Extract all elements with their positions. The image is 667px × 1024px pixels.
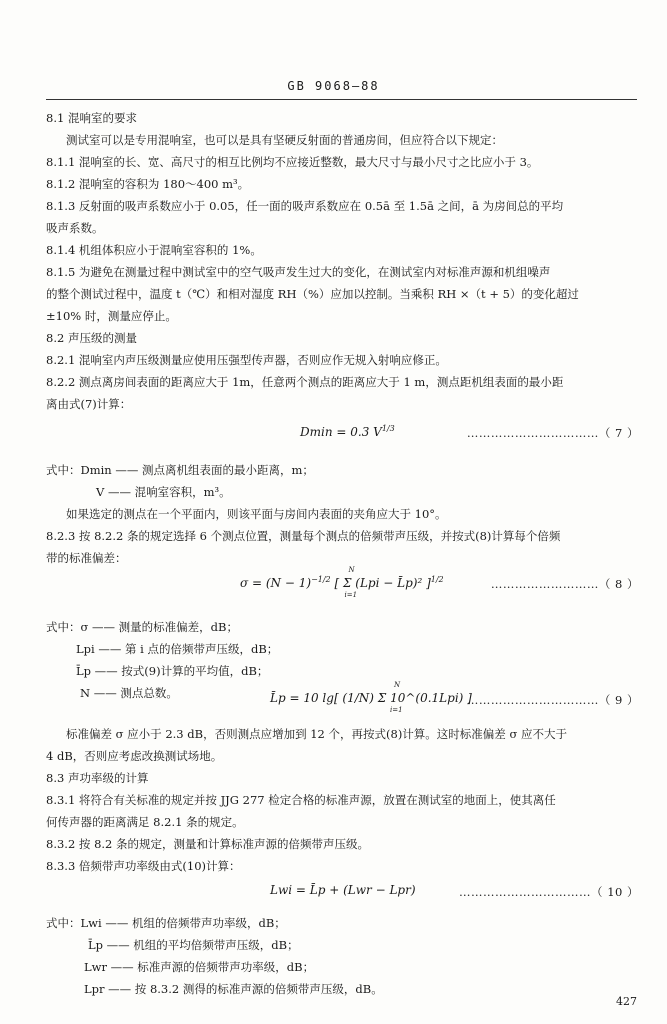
text-line-s8-1-2: 8.1.2 混响室的容积为 180～400 m³。	[46, 177, 250, 191]
eq8-exponent: −1/2	[311, 575, 331, 584]
text-line-w8-4: N —— 测点总数。	[80, 686, 178, 700]
text-line-s8-2-title: 8.2 声压级的测量	[46, 331, 137, 345]
eq9-limit-bottom: i=1	[390, 706, 403, 714]
text-line-w10-3: Lwr —— 标准声源的倍频带声功率级，dB；	[84, 960, 315, 974]
text-line-w7-1: 式中：Dmin —— 测点离机组表面的最小距离，m；	[46, 463, 314, 477]
equation-7-number: ……………………………（ 7 ）	[466, 426, 639, 440]
eq7-lhs: Dmin	[300, 425, 333, 439]
text-line-s8-3-title: 8.3 声功率级的计算	[46, 771, 149, 785]
text-line-w8-3: L̄p —— 按式(9)计算的平均值，dB；	[76, 664, 269, 678]
text-line-s8-2-2b: 离由式(7)计算：	[46, 397, 132, 411]
equation-8	[240, 566, 444, 599]
page-number: 427	[616, 995, 637, 1008]
equation-9	[270, 681, 472, 714]
eq10-text: Lwi = L̄p + (Lwr − Lpr)	[270, 883, 416, 897]
eq7-exponent: 1/3	[381, 424, 395, 433]
equation-10	[270, 884, 416, 896]
text-line-s8-2-3c: 标准偏差 σ 应小于 2.3 dB，否则测点应增加到 12 个，再按式(8)计算。这时标准偏差 σ 应不大于	[66, 727, 567, 741]
equation-9-number: ……………………………（ 9 ）	[466, 693, 639, 707]
text-line-s8-2-3b: 带的标准偏差：	[46, 551, 127, 565]
equation-8-number: ………………………（ 8 ）	[490, 577, 639, 591]
text-line-s8-2-3a: 8.2.3 按 8.2.2 条的规定选择 6 个测点位置，测量每个测点的倍频带声压级，并按式(8)计算每个倍频	[46, 529, 561, 543]
text-line-s8-3-1b: 何传声器的距离满足 8.2.1 条的规定。	[46, 815, 244, 829]
text-line-s8-3-1a: 8.3.1 将符合有关标准的规定并按 JJG 277 检定合格的标准声源，放置在测试室的地面上，使其离任	[46, 793, 556, 807]
text-line-w8-2: Lpi —— 第 i 点的倍频带声压级，dB；	[76, 642, 279, 656]
text-line-w10-4: Lpr —— 按 8.3.2 测得的标准声源的倍频带声压级，dB。	[84, 982, 383, 996]
text-line-w10-1: 式中：Lwi —— 机组的倍频带声功率级，dB；	[46, 916, 286, 930]
eq8-lhs: σ = (N − 1)	[240, 576, 312, 590]
text-line-s8-2-1: 8.2.1 混响室内声压级测量应使用压强型传声器，否则应作无规入射响应修正。	[46, 353, 447, 367]
eq8-limit-top: N	[348, 566, 355, 574]
text-line-w10-2: L̄p —— 机组的平均倍频带声压级，dB；	[88, 938, 299, 952]
eq9-limit-top: N	[394, 681, 401, 689]
equation-10-number: ……………………………（ 10 ）	[459, 885, 639, 899]
text-line-w7-2: V —— 混响室容积，m³。	[96, 485, 231, 499]
text-line-w8-1: 式中：σ —— 测量的标准偏差，dB；	[46, 620, 238, 634]
text-line-s8-3-3: 8.3.3 倍频带声功率级由式(10)计算：	[46, 859, 241, 873]
header-rule	[46, 99, 637, 100]
text-line-s8-3-2: 8.3.2 按 8.2 条的规定，测量和计算标准声源的倍频带声压级。	[46, 837, 370, 851]
eq8-sum	[334, 566, 431, 599]
text-line-s8-1-1: 8.1.1 混响室的长、宽、高尺寸的相互比例均不应接近整数，最大尺寸与最小尺寸之比应小于 3。	[46, 155, 539, 169]
text-line-s8-1-5b: 的整个测试过程中，温度 t（℃）和相对湿度 RH（%）应加以控制。当乘积 RH ×（t + 5）的变化超过	[46, 287, 579, 301]
eq8-limit-bottom: i=1	[344, 591, 358, 599]
eq9-body	[270, 681, 472, 714]
eq9-text: L̄p = 10 lg[ (1/N) Σ 10^(0.1Lpi) ]	[270, 691, 472, 705]
text-line-s8-1-4: 8.1.4 机组体积应小于混响室容积的 1%。	[46, 243, 262, 257]
text-line-s8-2-3d: 4 dB，否则应考虑改换测试场地。	[46, 749, 223, 763]
text-line-s8-1-5c: ±10% 时，测量应停止。	[46, 309, 177, 323]
page-header: GB 9068—88	[287, 79, 380, 93]
text-line-s8-1-title: 8.1 混响室的要求	[46, 111, 137, 125]
eq7-rhs: = 0.3 V	[336, 425, 382, 439]
eq8-body: [ Σ (Lpi − L̄p)² ]	[334, 576, 431, 590]
equation-7	[300, 425, 395, 438]
text-line-s8-1-5a: 8.1.5 为避免在测量过程中测试室中的空气吸声发生过大的变化，在测试室内对标准声源和机组噪声	[46, 265, 551, 279]
text-line-s8-1-intro: 测试室可以是专用混响室，也可以是具有坚硬反射面的普通房间，但应符合以下规定：	[66, 133, 503, 147]
text-line-s8-1-3b: 吸声系数。	[46, 221, 104, 235]
text-line-s8-1-3a: 8.1.3 反射面的吸声系数应小于 0.05，任一面的吸声系数应在 0.5ā 至 1.5ā 之间，ā 为房间总的平均	[46, 199, 564, 213]
eq8-exponent-outer: 1/2	[430, 575, 444, 584]
text-line-s8-2-2c: 如果选定的测点在一个平面内，则该平面与房间内表面的夹角应大于 10°。	[66, 507, 447, 521]
text-line-s8-2-2a: 8.2.2 测点离房间表面的距离应大于 1m，任意两个测点的距离应大于 1 m，测点距机组表面的最小距	[46, 375, 564, 389]
